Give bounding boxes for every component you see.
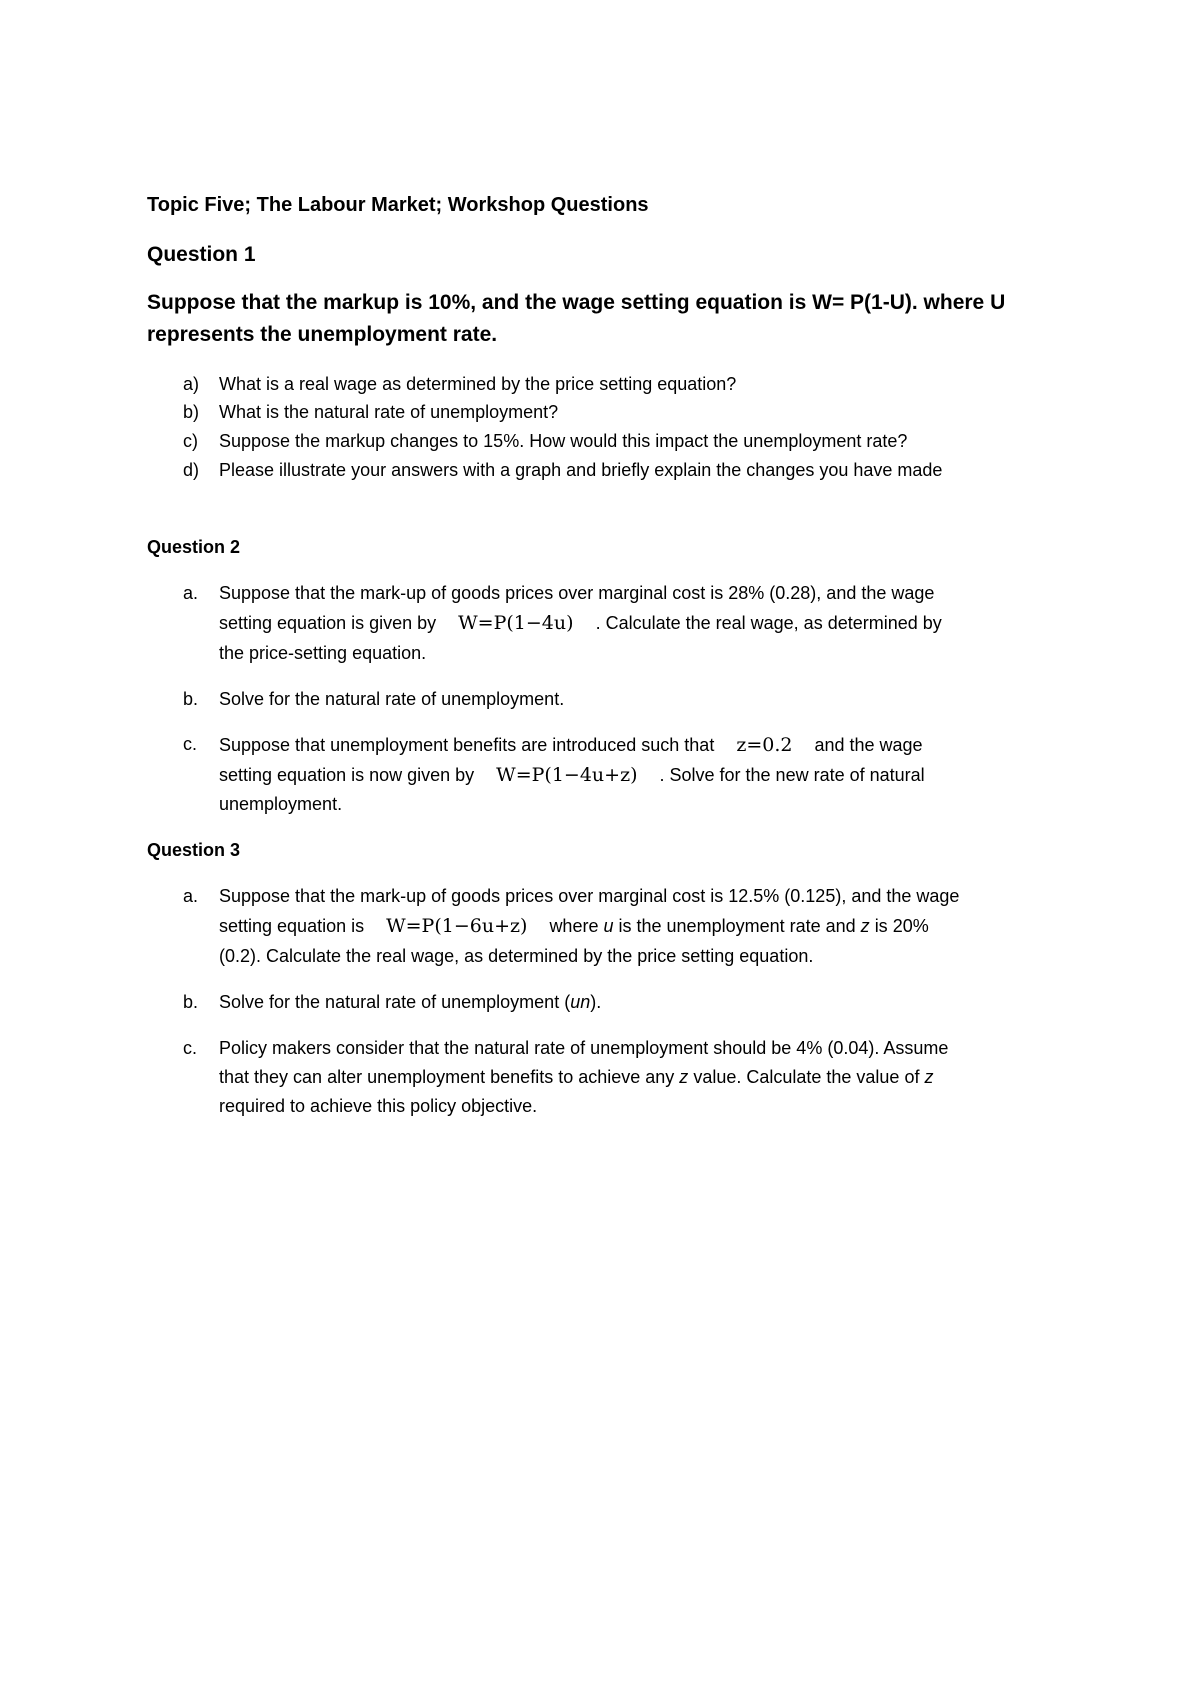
question-2-c-line-1-lead: Suppose that unemployment benefits are introduced such that: [219, 735, 715, 755]
question-2-c-line-2: [219, 764, 925, 786]
question-3-a-line-2-lead: setting equation is: [219, 916, 365, 936]
question-2-c-line-1: [219, 734, 923, 756]
question-2-a-line-2: [219, 612, 942, 634]
question-3-a-tail: is 20%: [874, 916, 929, 936]
question-3-a-marker: a.: [183, 886, 199, 906]
question-3-a-mid: is the unemployment rate and: [618, 916, 856, 936]
question-1-item-b-marker: b): [183, 402, 200, 422]
question-3-c-marker: c.: [183, 1038, 198, 1058]
question-3-a-line-3: (0.2). Calculate the real wage, as determined by the price setting equation.: [219, 946, 814, 966]
question-2-heading: Question 2: [147, 537, 241, 557]
question-3-b-line-1: [219, 992, 601, 1013]
question-3-b-lead: Solve for the natural rate of unemployment (: [219, 992, 571, 1012]
question-3-c-line-2-mid: value. Calculate the value of: [693, 1067, 920, 1087]
question-1-item-a-marker: a): [183, 374, 200, 394]
variable-z: z: [860, 916, 870, 936]
question-2-b-line-1: Solve for the natural rate of unemployment.: [219, 689, 565, 709]
question-1-item-c-marker: c): [183, 431, 198, 451]
question-2-a-marker: a.: [183, 583, 199, 603]
question-2-a-line-3: the price-setting equation.: [219, 643, 427, 663]
question-1-item-c: Suppose the markup changes to 15%. How would this impact the unemployment rate?: [219, 431, 908, 451]
wage-setting-equation: W=P(1−6u+z): [386, 915, 528, 937]
question-3-b-tail: ).: [590, 992, 602, 1012]
question-2-a-line-1: Suppose that the mark-up of goods prices over marginal cost is 28% (0.28), and the wage: [219, 583, 935, 603]
variable-z: z: [924, 1067, 934, 1087]
question-1-item-a: What is a real wage as determined by the price setting equation?: [219, 374, 737, 394]
question-2-c-line-2-tail: . Solve for the new rate of natural: [659, 765, 925, 785]
variable-un: un: [570, 992, 591, 1012]
variable-u: u: [603, 916, 614, 936]
question-3-heading: Question 3: [147, 840, 241, 860]
question-3-a-line-1: Suppose that the mark-up of goods prices over marginal cost is 12.5% (0.125), and the wage: [219, 886, 960, 906]
question-1-item-d: Please illustrate your answers with a graph and briefly explain the changes you have made: [219, 460, 943, 480]
question-1-item-d-marker: d): [183, 460, 200, 480]
question-2-b-marker: b.: [183, 689, 199, 709]
document-title: Topic Five; The Labour Market; Workshop Questions: [147, 194, 649, 216]
question-1-intro-line-1: Suppose that the markup is 10%, and the wage setting equation is W= P(1-U). where U: [147, 291, 1006, 314]
question-3-c-line-2: [219, 1067, 933, 1088]
wage-setting-equation: W=P(1−4u+z): [496, 764, 638, 786]
question-2-a-line-2-tail: . Calculate the real wage, as determined by: [595, 613, 942, 633]
question-1-intro-line-2: represents the unemployment rate.: [147, 323, 498, 346]
question-3-b-marker: b.: [183, 992, 199, 1012]
question-3-c-line-3: required to achieve this policy objective.: [219, 1096, 538, 1116]
question-2-c-line-1-tail: and the wage: [814, 735, 923, 755]
question-3-a-line-2: [219, 915, 929, 937]
question-2-c-line-2-lead: setting equation is now given by: [219, 765, 475, 785]
question-3-c-line-2-lead: that they can alter unemployment benefits to achieve any: [219, 1067, 675, 1087]
question-3-a-where: where: [549, 916, 599, 936]
question-1-heading: Question 1: [147, 243, 256, 266]
question-2-c-marker: c.: [183, 734, 198, 754]
question-3-c-line-1: Policy makers consider that the natural rate of unemployment should be 4% (0.04). Assume: [219, 1038, 949, 1058]
variable-z: z: [679, 1067, 689, 1087]
wage-setting-equation: W=P(1−4u): [458, 612, 574, 634]
question-2-c-line-3: unemployment.: [219, 794, 343, 814]
question-1-item-b: What is the natural rate of unemployment?: [219, 402, 559, 422]
benefit-equation: z=0.2: [736, 734, 793, 756]
question-2-a-line-2-lead: setting equation is given by: [219, 613, 437, 633]
